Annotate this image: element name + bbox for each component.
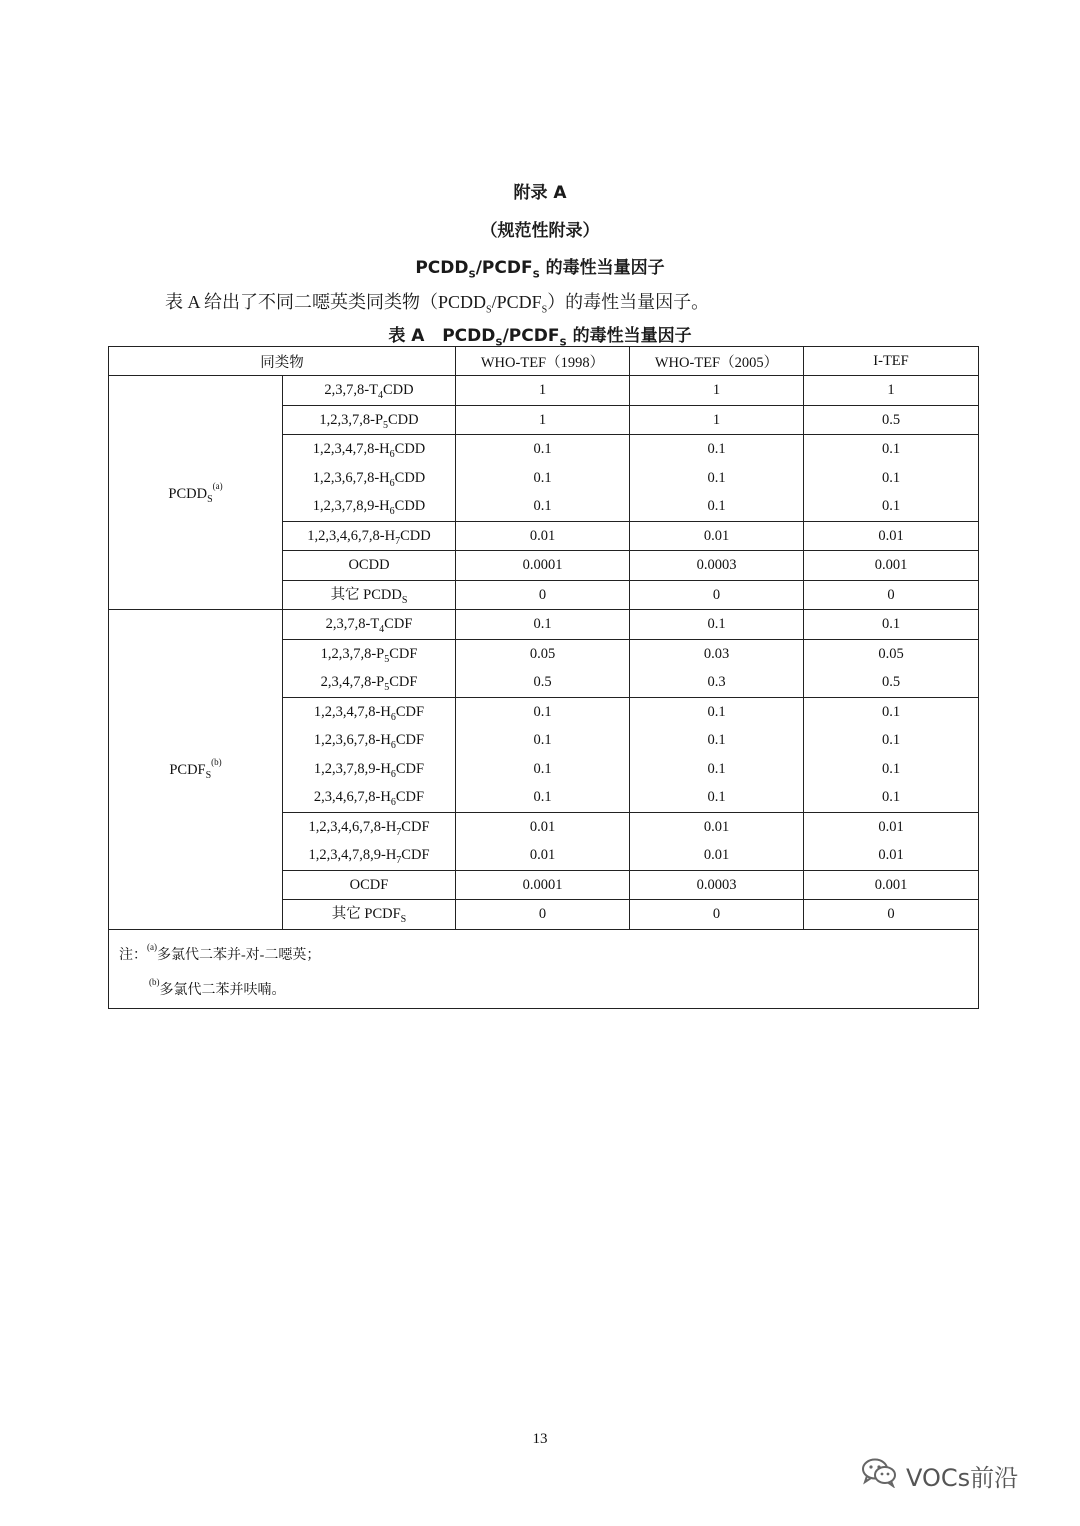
cell-line: 0.1 [707, 789, 726, 805]
cell-line: OCDF [349, 876, 389, 893]
header-congener: 同类物 [109, 347, 456, 376]
cell-line: 0 [712, 906, 721, 922]
cell-line: 0.1 [881, 760, 901, 777]
who-1998-cell [456, 580, 630, 610]
cell-line: 0 [887, 586, 895, 603]
cell-line: 1 [538, 411, 547, 428]
cell-line: 0.1 [533, 469, 552, 486]
table-row [109, 376, 979, 406]
header-i-tef: I-TEF [804, 347, 979, 376]
congener-cell [283, 697, 456, 812]
who-2005-cell [630, 900, 804, 930]
who-1998-cell [456, 435, 630, 522]
watermark [860, 1455, 1018, 1495]
who-1998-cell [456, 376, 630, 406]
who-2005-cell [630, 870, 804, 900]
cell-line: 0.1 [707, 732, 726, 748]
table-header-row [109, 347, 979, 376]
cell-line: 0.1 [881, 469, 901, 486]
cell-line: 0.1 [533, 498, 552, 514]
congener-cell [283, 900, 456, 930]
cell-line: $2,3,7,8-T_4CDF$ [325, 616, 413, 635]
congener-cell [283, 521, 456, 551]
cell-line: 0.05 [529, 645, 556, 662]
notes-row [109, 929, 979, 1008]
who-2005-cell [630, 697, 804, 812]
who-1998-cell [456, 405, 630, 435]
cell-line: 0.1 [881, 616, 901, 632]
table-row [109, 610, 979, 640]
cell-line: 0.01 [529, 527, 556, 544]
cell-line: 0.1 [533, 789, 552, 805]
cell-line: 0.1 [707, 703, 726, 720]
cell-line: 0.03 [703, 645, 730, 662]
header-who-1998: WHO-TEF（1998） [456, 347, 630, 376]
who-2005-cell [630, 435, 804, 522]
note-b: $^{(b)}$多氯代二苯并呋喃。 [149, 976, 286, 998]
cell-line: 0.01 [529, 818, 556, 835]
who-1998-cell [456, 610, 630, 640]
cell-line: 0.1 [707, 469, 726, 486]
cell-line: 0.01 [703, 527, 730, 544]
congener-cell [283, 376, 456, 406]
cell-line: 0 [538, 586, 547, 603]
cell-line: 0.1 [881, 703, 901, 720]
cell-line: 1 [538, 382, 547, 398]
pcdd-group-label: $PCDD_S^{(a)}$ [109, 376, 283, 610]
cell-line: 0.0001 [522, 557, 563, 573]
cell-line: OCDD [348, 557, 390, 573]
cell-line: 0.0003 [696, 876, 737, 893]
i-tef-cell [804, 521, 979, 551]
i-tef-cell [804, 697, 979, 812]
cell-line: 0.5 [533, 674, 552, 690]
i-tef-cell [804, 435, 979, 522]
i-tef-cell [804, 870, 979, 900]
cell-line: 0.01 [529, 847, 556, 863]
cell-line: 0.001 [874, 557, 908, 573]
cell-line: 0.1 [881, 498, 901, 514]
cell-line: 0.05 [878, 645, 904, 662]
cell-line: 0 [887, 906, 895, 922]
appendix-subject: $PCDD_S/PCDF_S$ 的毒性当量因子 [415, 258, 665, 281]
cell-line: 0.1 [881, 732, 901, 748]
cell-line: 0.1 [881, 789, 901, 805]
congener-cell [283, 551, 456, 581]
cell-line: 0.1 [533, 703, 552, 720]
cell-line: $2,3,4,6,7,8-H_6CDF$ [313, 789, 425, 808]
cell-line: 0.0001 [522, 876, 563, 893]
appendix-type: （规范性附录） [480, 221, 600, 241]
cell-line: 0.5 [881, 674, 901, 690]
cell-line: 1 [712, 411, 721, 428]
cell-line: $1,2,3,7,8-P_5CDD$ [319, 411, 419, 431]
cell-line: $1,2,3,4,6,7,8-H_7CDF$ [308, 818, 430, 838]
cell-line: 其它 $PCDF_S$ [331, 906, 407, 925]
cell-line: 0.01 [878, 818, 904, 835]
pcdf-group-label: $PCDF_S^{(b)}$ [109, 610, 283, 930]
cell-line: $2,3,4,7,8-P_5CDF$ [320, 674, 418, 693]
cell-line: 0.1 [533, 616, 552, 632]
i-tef-cell [804, 639, 979, 697]
cell-line: 0.01 [878, 847, 904, 863]
i-tef-cell [804, 376, 979, 406]
cell-line: 0.01 [703, 847, 730, 863]
cell-line: 0 [712, 586, 721, 603]
cell-line: 0.01 [878, 527, 904, 544]
cell-line: $1,2,3,4,6,7,8-H_7CDD$ [307, 527, 431, 547]
who-1998-cell [456, 870, 630, 900]
watermark-text: VOCs前沿 [906, 1463, 1019, 1492]
table-notes [109, 929, 979, 1008]
cell-line: $1,2,3,4,7,8,9-H_7CDF$ [308, 847, 430, 866]
header-who-2005: WHO-TEF（2005） [630, 347, 804, 376]
table-caption: 表 A $PCDD_S/PCDF_S$ 的毒性当量因子 [388, 326, 692, 349]
who-2005-cell [630, 405, 804, 435]
cell-line: $1,2,3,7,8,9-H_6CDF$ [313, 760, 425, 780]
cell-line: 0.1 [707, 498, 726, 514]
cell-line: $1,2,3,6,7,8-H_6CDF$ [313, 732, 425, 751]
cell-line: 0.1 [881, 441, 901, 457]
i-tef-cell [804, 580, 979, 610]
cell-line: 0.3 [707, 674, 726, 690]
cell-line: $1,2,3,7,8,9-H_6CDD$ [312, 498, 426, 517]
cell-line: $1,2,3,4,7,8-H_6CDF$ [313, 703, 425, 723]
who-1998-cell [456, 900, 630, 930]
cell-line: 0.001 [874, 876, 908, 893]
cell-line: 0.1 [707, 616, 726, 632]
cell-line: $1,2,3,4,7,8-H_6CDD$ [312, 441, 426, 460]
cell-line: 其它 $PCDD_S$ [330, 586, 408, 606]
cell-line: 1 [887, 382, 895, 398]
congener-cell [283, 580, 456, 610]
who-1998-cell [456, 697, 630, 812]
who-1998-cell [456, 812, 630, 870]
cell-line: $2,3,7,8-T_4CDD$ [324, 382, 414, 401]
who-1998-cell [456, 639, 630, 697]
cell-line: 0.01 [703, 818, 730, 835]
congener-cell [283, 639, 456, 697]
cell-line: $1,2,3,7,8-P_5CDF$ [320, 645, 418, 665]
note-a: 注：$^{(a)}$多氯代二苯并-对-二噁英； [119, 941, 321, 963]
who-2005-cell [630, 551, 804, 581]
congener-cell [283, 405, 456, 435]
i-tef-cell [804, 551, 979, 581]
page-number: 13 [532, 1431, 548, 1447]
who-2005-cell [630, 580, 804, 610]
cell-line: 0.5 [881, 411, 901, 428]
appendix-title: 附录 A [513, 183, 567, 203]
cell-line: $1,2,3,6,7,8-H_6CDD$ [312, 469, 426, 489]
cell-line: 0.1 [533, 760, 552, 777]
congener-cell [283, 610, 456, 640]
who-2005-cell [630, 376, 804, 406]
who-2005-cell [630, 812, 804, 870]
congener-cell [283, 812, 456, 870]
tef-table [108, 346, 979, 1009]
i-tef-cell [804, 610, 979, 640]
cell-line: 0.1 [707, 441, 726, 457]
cell-line: 0.1 [533, 441, 552, 457]
congener-cell [283, 870, 456, 900]
cell-line: 0.1 [533, 732, 552, 748]
wechat-icon [860, 1456, 898, 1494]
who-1998-cell [456, 551, 630, 581]
who-2005-cell [630, 639, 804, 697]
who-2005-cell [630, 521, 804, 551]
i-tef-cell [804, 812, 979, 870]
congener-cell [283, 435, 456, 522]
i-tef-cell [804, 405, 979, 435]
who-2005-cell [630, 610, 804, 640]
intro-paragraph: 表 A 给出了不同二噁英类同类物$(PCDD_S/PCDF_S)$的毒性当量因子。 [165, 292, 710, 316]
cell-line: 0 [538, 906, 547, 922]
who-1998-cell [456, 521, 630, 551]
i-tef-cell [804, 900, 979, 930]
cell-line: 1 [712, 382, 721, 398]
cell-line: 0.1 [707, 760, 726, 777]
cell-line: 0.0003 [696, 557, 737, 573]
